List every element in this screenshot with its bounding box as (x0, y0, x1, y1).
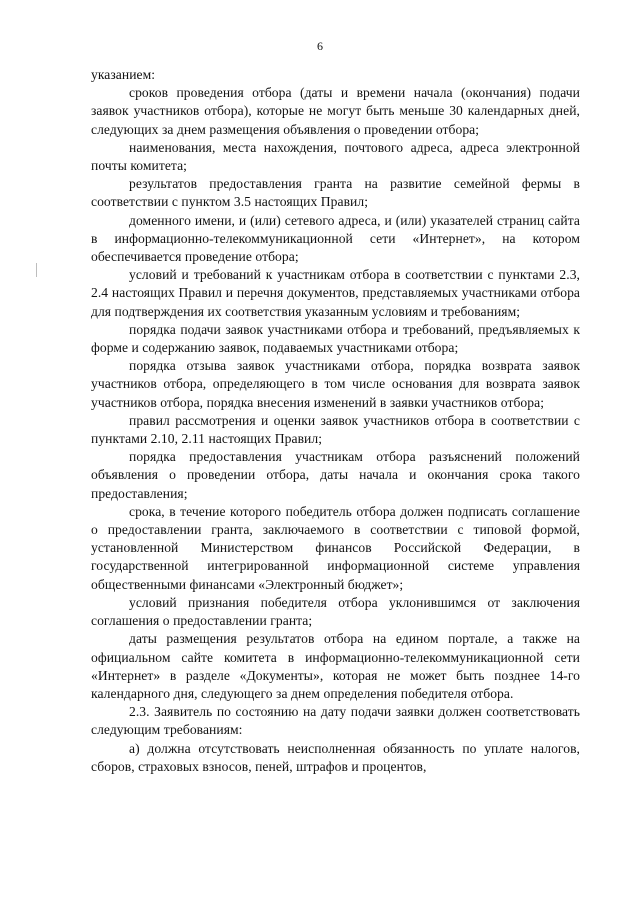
paragraph: срока, в течение которого победитель отбора должен подписать соглашение о предоставлении гранта, заключаемого в соответствии с типовой формой, установленной Министерством финансов Российской Федерации, в государственной интегрированной информационной системе управления общественными финансами «Электронный бюджет»; (91, 503, 580, 592)
paragraph: указанием: (91, 67, 156, 82)
paragraph: правил рассмотрения и оценки заявок участников отбора в соответствии с пунктами 2.10, 2.11 настоящих Правил; (91, 412, 580, 447)
paragraph: условий и требований к участникам отбора в соответствии с пунктами 2.3, 2.4 настоящих Правил и перечня документов, представляемых участниками отбора для подтверждения их соответствия указанным условиям и требованиям; (91, 267, 580, 319)
paragraph: порядка подачи заявок участниками отбора и требований, предъявляемых к форме и содержанию заявок, подаваемых участниками отбора; (91, 321, 580, 356)
paragraph: условий признания победителя отбора уклонившимся от заключения соглашения о предоставлении гранта; (91, 594, 580, 629)
paragraph: порядка предоставления участникам отбора разъяснений положений объявления о проведении отбора, даты начала и окончания срока такого предоставления; (91, 449, 580, 501)
page-number: 6 (317, 39, 323, 53)
paragraph: порядка отзыва заявок участниками отбора, порядка возврата заявок участников отбора, определяющего в том числе основания для возврата заявок участников отбора, порядка внесения изменений в заявки участников отбора; (91, 358, 580, 410)
paragraph: сроков проведения отбора (даты и времени начала (окончания) подачи заявок участников отбора), которые не могут быть меньше 30 календарных дней, следующих за днем размещения объявления о проведении отбора; (91, 85, 580, 137)
paragraph: доменного имени, и (или) сетевого адреса, и (или) указателей страниц сайта в информационно-телекоммуникационной сети «Интернет», на котором обеспечивается проведение отбора; (91, 212, 580, 265)
paragraph: результатов предоставления гранта на развитие семейной фермы в соответствии с пунктом 3.5 настоящих Правил; (91, 176, 580, 210)
paragraph: наименования, места нахождения, почтового адреса, адреса электронной почты комитета; (91, 139, 580, 174)
document-body (91, 66, 580, 776)
list-item-paragraph: а) должна отсутствовать неисполненная обязанность по уплате налогов, сборов, страховых взносов, пеней, штрафов и процентов, (91, 740, 580, 774)
paragraph: даты размещения результатов отбора на едином портале, а также на официальном сайте комитета в информационно-телекоммуникационной сети «Интернет» в разделе «Документы», которая не может быть позднее 14-го календарного дня, следующего за днем определения победителя отбора. (91, 631, 580, 701)
section-paragraph: 2.3. Заявитель по состоянию на дату подачи заявки должен соответствовать следующим требованиям: (91, 704, 580, 738)
margin-mark (36, 263, 37, 277)
